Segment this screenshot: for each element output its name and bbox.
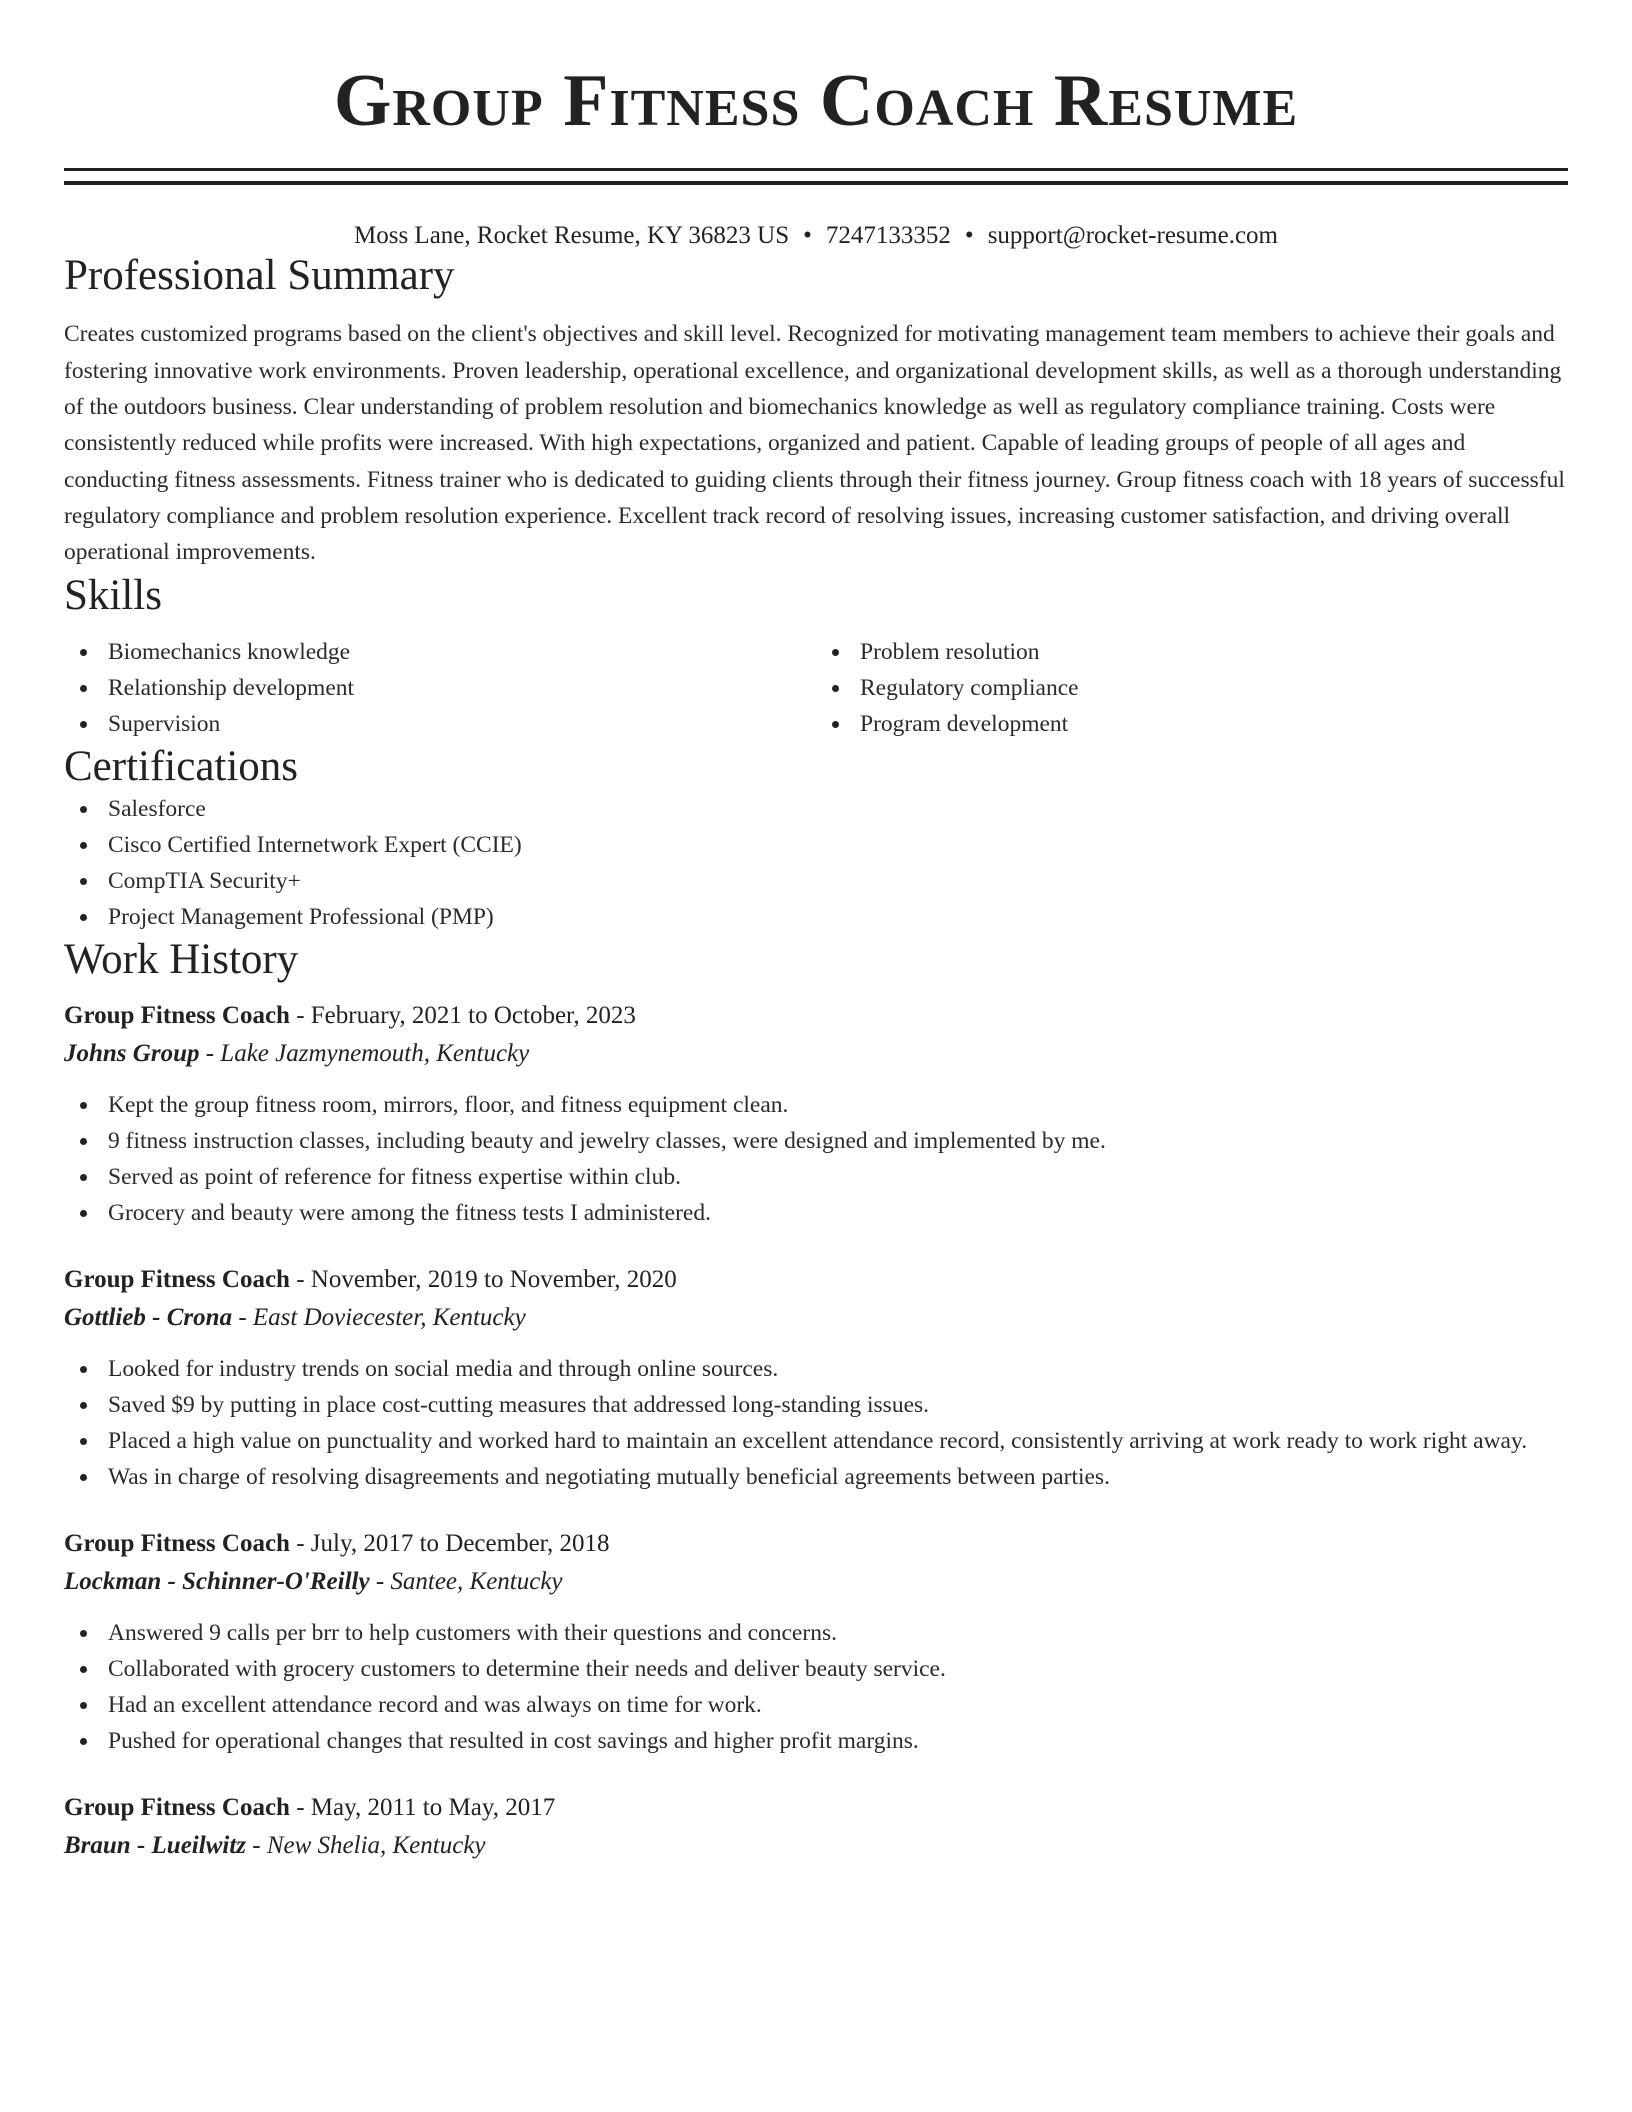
- job-dates: - February, 2021 to October, 2023: [289, 1001, 636, 1029]
- skills-heading: Skills: [64, 571, 162, 619]
- job-dates: - November, 2019 to November, 2020: [289, 1265, 677, 1293]
- skill-item: Biomechanics knowledge: [64, 634, 816, 670]
- skill-item: Relationship development: [64, 670, 816, 706]
- job-bullet: Answered 9 calls per brr to help customers with their questions and concerns.: [64, 1615, 1568, 1651]
- skills-columns: [64, 634, 1568, 742]
- skill-item: Problem resolution: [816, 634, 1568, 670]
- certification-item: Salesforce: [64, 791, 1568, 827]
- job-title-line: [64, 1261, 1568, 1299]
- job-bullet: Looked for industry trends on social media and through online sources.: [64, 1351, 1568, 1387]
- job-title-line: [64, 1525, 1568, 1563]
- employer-name: Johns Group: [64, 1039, 200, 1067]
- job-entry: [64, 997, 1568, 1231]
- employer-line: [64, 1827, 1568, 1865]
- skills-left-list: [64, 634, 816, 742]
- skill-item: Regulatory compliance: [816, 670, 1568, 706]
- job-title-line: [64, 1789, 1568, 1827]
- job-dates: - July, 2017 to December, 2018: [289, 1529, 610, 1557]
- resume-title: Group Fitness Coach Resume: [333, 60, 1299, 142]
- employer-name: Braun - Lueilwitz: [64, 1831, 246, 1859]
- job-dates: - May, 2011 to May, 2017: [289, 1793, 556, 1821]
- job-bullets: [64, 1615, 1568, 1759]
- employer-line: [64, 1299, 1568, 1337]
- employer-location: - East Doviecester, Kentucky: [232, 1303, 526, 1331]
- job-bullet: Collaborated with grocery customers to determine their needs and deliver beauty service.: [64, 1651, 1568, 1687]
- employer-line: [64, 1035, 1568, 1073]
- contact-separator: •: [803, 222, 812, 249]
- job-bullet: Had an excellent attendance record and was always on time for work.: [64, 1687, 1568, 1723]
- contact-separator: •: [964, 222, 974, 249]
- job-bullet: Served as point of reference for fitness expertise within club.: [64, 1159, 1568, 1195]
- job-bullet: Placed a high value on punctuality and worked hard to maintain an excellent attendance record, consistently arriving at work ready to work right away.: [64, 1423, 1568, 1459]
- certification-item: Project Management Professional (PMP): [64, 899, 1568, 935]
- skills-right-list: [816, 634, 1568, 742]
- summary-heading: Professional Summary: [64, 252, 455, 299]
- job-title: Group Fitness Coach: [64, 1529, 290, 1557]
- employer-name: Gottlieb - Crona: [64, 1303, 233, 1331]
- job-entry: [64, 1261, 1568, 1495]
- job-bullets: [64, 1351, 1568, 1495]
- job-bullets: [64, 1087, 1568, 1231]
- employer-line: [64, 1563, 1568, 1601]
- title-double-rule: [64, 168, 1568, 185]
- certification-item: CompTIA Security+: [64, 863, 1568, 899]
- employer-name: Lockman - Schinner-O'Reilly: [64, 1567, 370, 1595]
- certifications-list: [64, 791, 1568, 935]
- contact-email: support@rocket-resume.com: [987, 222, 1278, 249]
- contact-line: [64, 221, 1568, 251]
- skill-item: Program development: [816, 706, 1568, 742]
- employer-location: - Lake Jazmynemouth, Kentucky: [199, 1039, 530, 1067]
- certifications-heading: Certifications: [64, 742, 299, 790]
- contact-address: Moss Lane, Rocket Resume, KY 36823 US: [354, 222, 790, 249]
- job-entry: [64, 1525, 1568, 1759]
- job-bullet: Grocery and beauty were among the fitness tests I administered.: [64, 1195, 1568, 1231]
- job-title: Group Fitness Coach: [64, 1265, 290, 1293]
- job-bullet: Saved $9 by putting in place cost-cutting measures that addressed long-standing issues.: [64, 1387, 1568, 1423]
- certification-item: Cisco Certified Internetwork Expert (CCIE): [64, 827, 1568, 863]
- job-title-line: [64, 997, 1568, 1035]
- job-bullet: Pushed for operational changes that resulted in cost savings and higher profit margins.: [64, 1723, 1568, 1759]
- summary-text: Creates customized programs based on the client's objectives and skill level. Recognized for motivating management team members to achieve their goals and fostering innovative work environments. Proven leadership, operational excellence, and organizational development skills, as well as a thorough understanding of the outdoors business. Clear understanding of problem resolution and biomechanics knowledge as well as regulatory compliance training. Costs were consistently reduced while profits were increased. With high expectations, organized and patient. Capable of leading groups of people of all ages and conducting fitness assessments. Fitness trainer who is dedicated to guiding clients through their fitness journey. Group fitness coach with 18 years of successful regulatory compliance and problem resolution experience. Excellent track record of resolving issues, increasing customer satisfaction, and driving overall operational improvements.: [64, 321, 1565, 566]
- job-entry: [64, 1789, 1568, 1865]
- employer-location: - Santee, Kentucky: [369, 1567, 563, 1595]
- job-bullet: Kept the group fitness room, mirrors, floor, and fitness equipment clean.: [64, 1087, 1568, 1123]
- contact-phone: 7247133352: [825, 222, 951, 249]
- skill-item: Supervision: [64, 706, 816, 742]
- job-bullet: 9 fitness instruction classes, including beauty and jewelry classes, were designed and implemented by me.: [64, 1123, 1568, 1159]
- job-title: Group Fitness Coach: [64, 1793, 290, 1821]
- work-history-heading: Work History: [64, 936, 299, 984]
- job-title: Group Fitness Coach: [64, 1001, 290, 1029]
- employer-location: - New Shelia, Kentucky: [246, 1831, 486, 1859]
- job-bullet: Was in charge of resolving disagreements and negotiating mutually beneficial agreements between parties.: [64, 1459, 1568, 1495]
